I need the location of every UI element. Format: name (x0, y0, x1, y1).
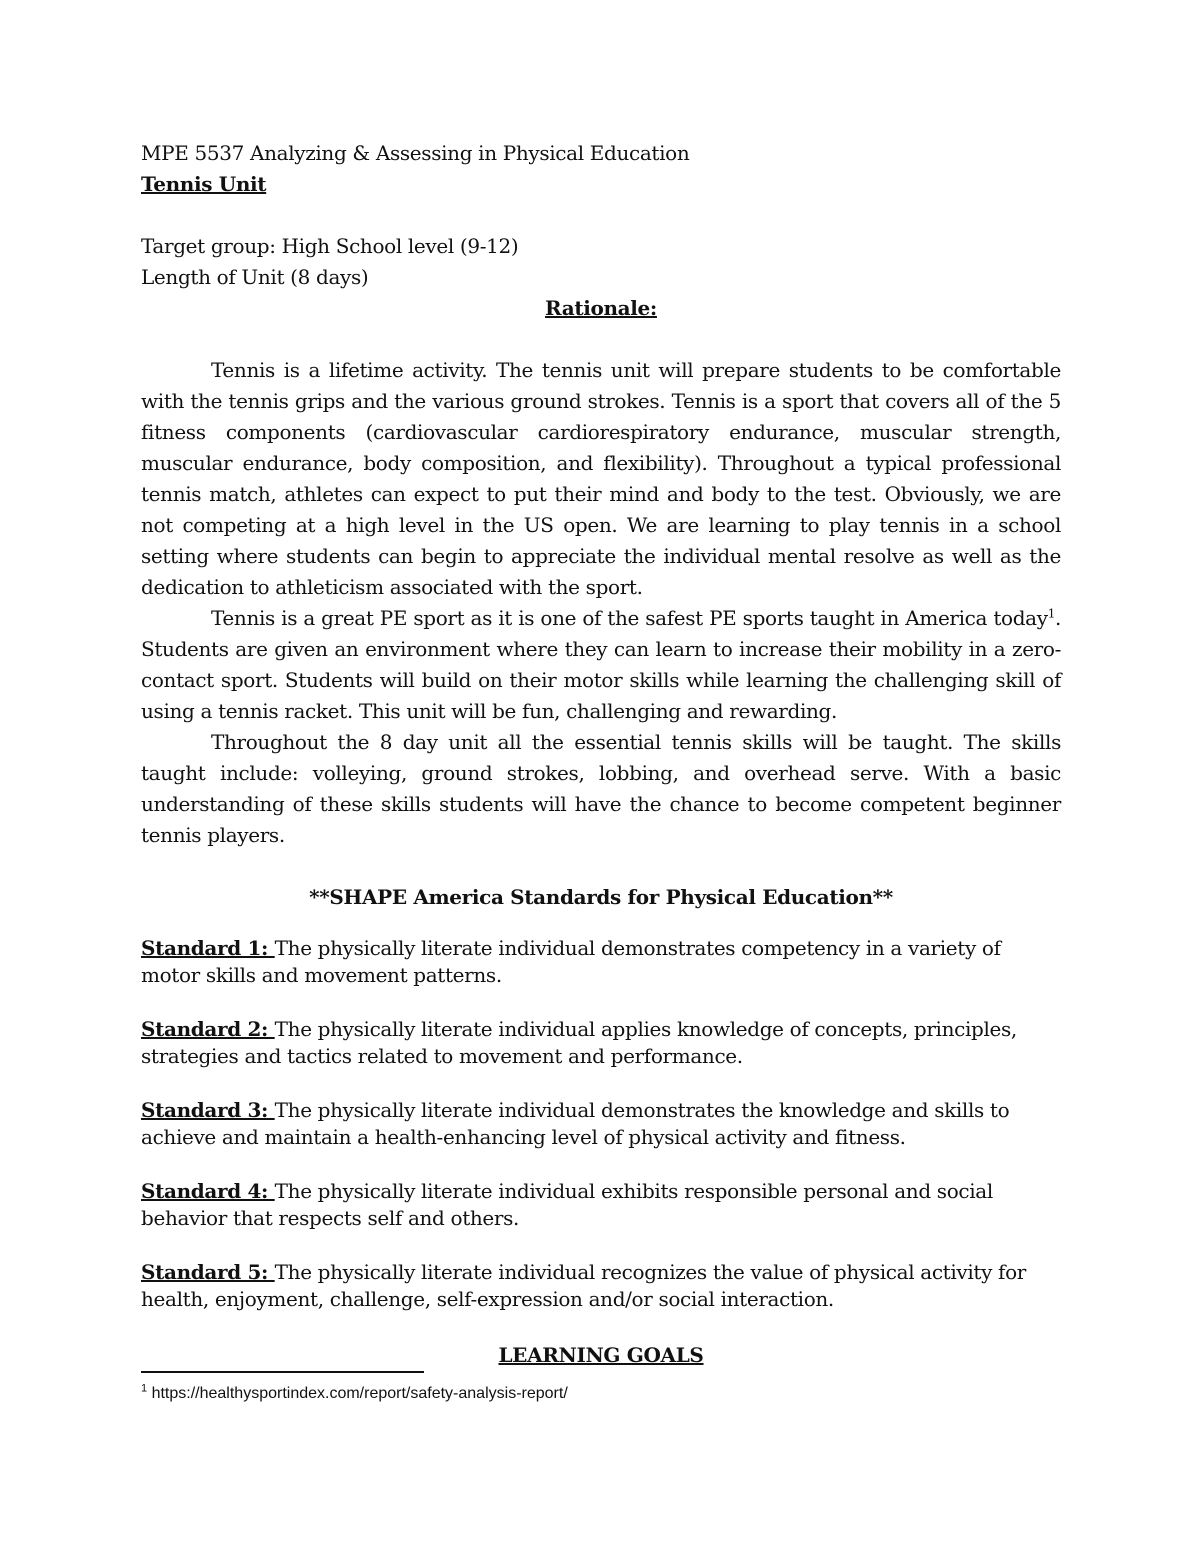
spacer (141, 200, 1061, 231)
standard-4-text: The physically literate individual exhibits responsible personal and social behavior that respects self and others. (141, 1179, 993, 1230)
rationale-heading-text: Rationale: (545, 296, 657, 320)
standard-2 (141, 1016, 1061, 1070)
standard-1 (141, 935, 1061, 989)
unit-title: Tennis Unit (141, 172, 267, 196)
target-group: Target group: High School level (9-12) (141, 234, 519, 258)
learning-goals-heading-text: LEARNING GOALS (498, 1343, 704, 1367)
footnote-separator (141, 1371, 424, 1373)
course-title: MPE 5537 Analyzing & Assessing in Physical Education (141, 141, 690, 165)
rationale-heading (141, 293, 1061, 324)
standard-1-label: Standard 1: (141, 936, 275, 960)
standard-2-label: Standard 2: (141, 1017, 275, 1041)
standard-1-text: The physically literate individual demonstrates competency in a variety of motor skills and movement patterns. (141, 936, 1001, 987)
standard-3-label: Standard 3: (141, 1098, 275, 1122)
rationale-paragraph-2-start: Tennis is a great PE sport as it is one of the safest PE sports taught in America today (211, 606, 1048, 630)
footnote-mark: 1 (141, 1382, 148, 1395)
rationale-paragraph-2 (141, 603, 1061, 727)
footnote-reference[interactable]: 1 (1047, 606, 1055, 621)
standard-3 (141, 1097, 1061, 1151)
standard-3-text: The physically literate individual demonstrates the knowledge and skills to achieve and maintain a health-enhancing level of physical activity and fitness. (141, 1098, 1010, 1149)
standard-5-text: The physically literate individual recognizes the value of physical activity for health, enjoyment, challenge, self-expression and/or social interaction. (141, 1260, 1027, 1311)
unit-length: Length of Unit (8 days) (141, 265, 369, 289)
learning-goals-heading (141, 1340, 1061, 1371)
rationale-paragraph-1: Tennis is a lifetime activity. The tennis unit will prepare students to be comfortable with the tennis grips and the various ground strokes. Tennis is a sport that covers all of the 5 fitness components (cardiovascular cardiorespiratory endurance, muscular strength, muscular endurance, body composition, and flexibility). Throughout a typical professional tennis match, athletes can expect to put their mind and body to the test. Obviously, we are not competing at a high level in the US open. We are learning to play tennis in a school setting where students can begin to appreciate the individual mental resolve as well as the dedication to athleticism associated with the sport. (141, 358, 1061, 599)
footnote-link[interactable]: https://healthysportindex.com/report/safety-analysis-report/ (147, 1385, 568, 1402)
footnote (141, 1384, 568, 1404)
standard-5 (141, 1259, 1061, 1313)
standards-heading: **SHAPE America Standards for Physical Education** (309, 885, 893, 909)
standard-2-text: The physically literate individual applies knowledge of concepts, principles, strategies and tactics related to movement and performance. (141, 1017, 1017, 1068)
standard-4-label: Standard 4: (141, 1179, 275, 1203)
rationale-paragraph-2-rest: . Students are given an environment where they can learn to increase their mobility in a zero-contact sport. Students will build on their motor skills while learning the challenging skill of using a tennis racket. This unit will be fun, challenging and rewarding. (141, 606, 1061, 723)
standard-4 (141, 1178, 1061, 1232)
rationale-paragraph-3: Throughout the 8 day unit all the essential tennis skills will be taught. The skills taught include: volleying, ground strokes, lobbing, and overhead serve. With a basic understanding of these skills students will have the chance to become competent beginner tennis players. (141, 730, 1061, 847)
standard-5-label: Standard 5: (141, 1260, 275, 1284)
document-page (141, 138, 1061, 1371)
